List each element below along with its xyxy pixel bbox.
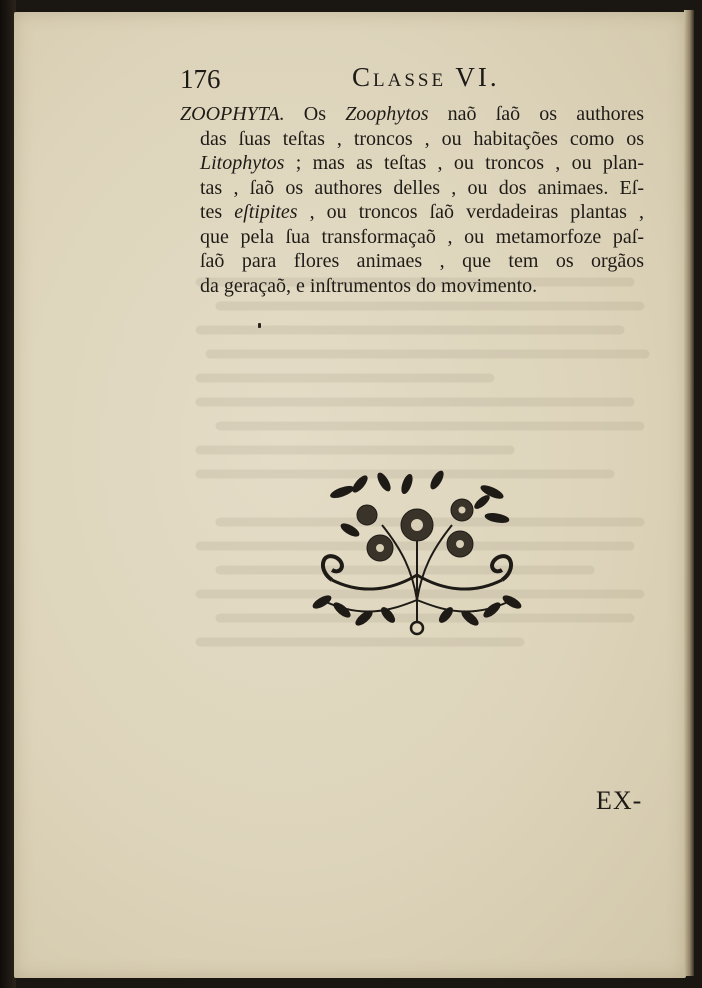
body-paragraph — [180, 102, 644, 298]
text-line: que pela ſua transformaçaõ , ou metamorfoze paſ- — [200, 225, 644, 248]
taxon-term: eſtipites — [234, 201, 298, 223]
text-line — [180, 102, 644, 127]
ink-speck — [258, 323, 261, 328]
text-span: ; mas as teſtas , ou troncos , ou plan- — [284, 152, 644, 174]
entry-heading: ZOOPHYTA. — [180, 103, 285, 125]
text-span: Os — [284, 103, 346, 125]
text-span: , ou troncos ſaõ verdadeiras plantas , — [297, 201, 644, 223]
text-line — [180, 200, 644, 225]
floral-vignette-icon — [312, 470, 522, 640]
page-edge — [684, 10, 694, 976]
taxon-term: Litophytos — [200, 152, 285, 174]
catchword: EX- — [596, 786, 643, 815]
text-line: ſaõ para flores animaes , que tem os orgãos — [200, 250, 644, 272]
text-line: da geraçaõ, e inſtrumentos do movimento. — [200, 274, 538, 297]
text-line — [180, 151, 644, 176]
text-span: naõ ſaõ os authores — [428, 103, 644, 125]
text-line: tas , ſaõ os authores delles , ou dos animaes. Eſ- — [200, 176, 644, 199]
running-title: Classe VI. — [352, 62, 500, 92]
text-span: tes — [200, 201, 235, 223]
taxon-term: Zoophytos — [345, 103, 429, 125]
page-number: 176 — [180, 64, 221, 94]
text-line: das ſuas teſtas , troncos , ou habitações como os — [200, 127, 644, 150]
